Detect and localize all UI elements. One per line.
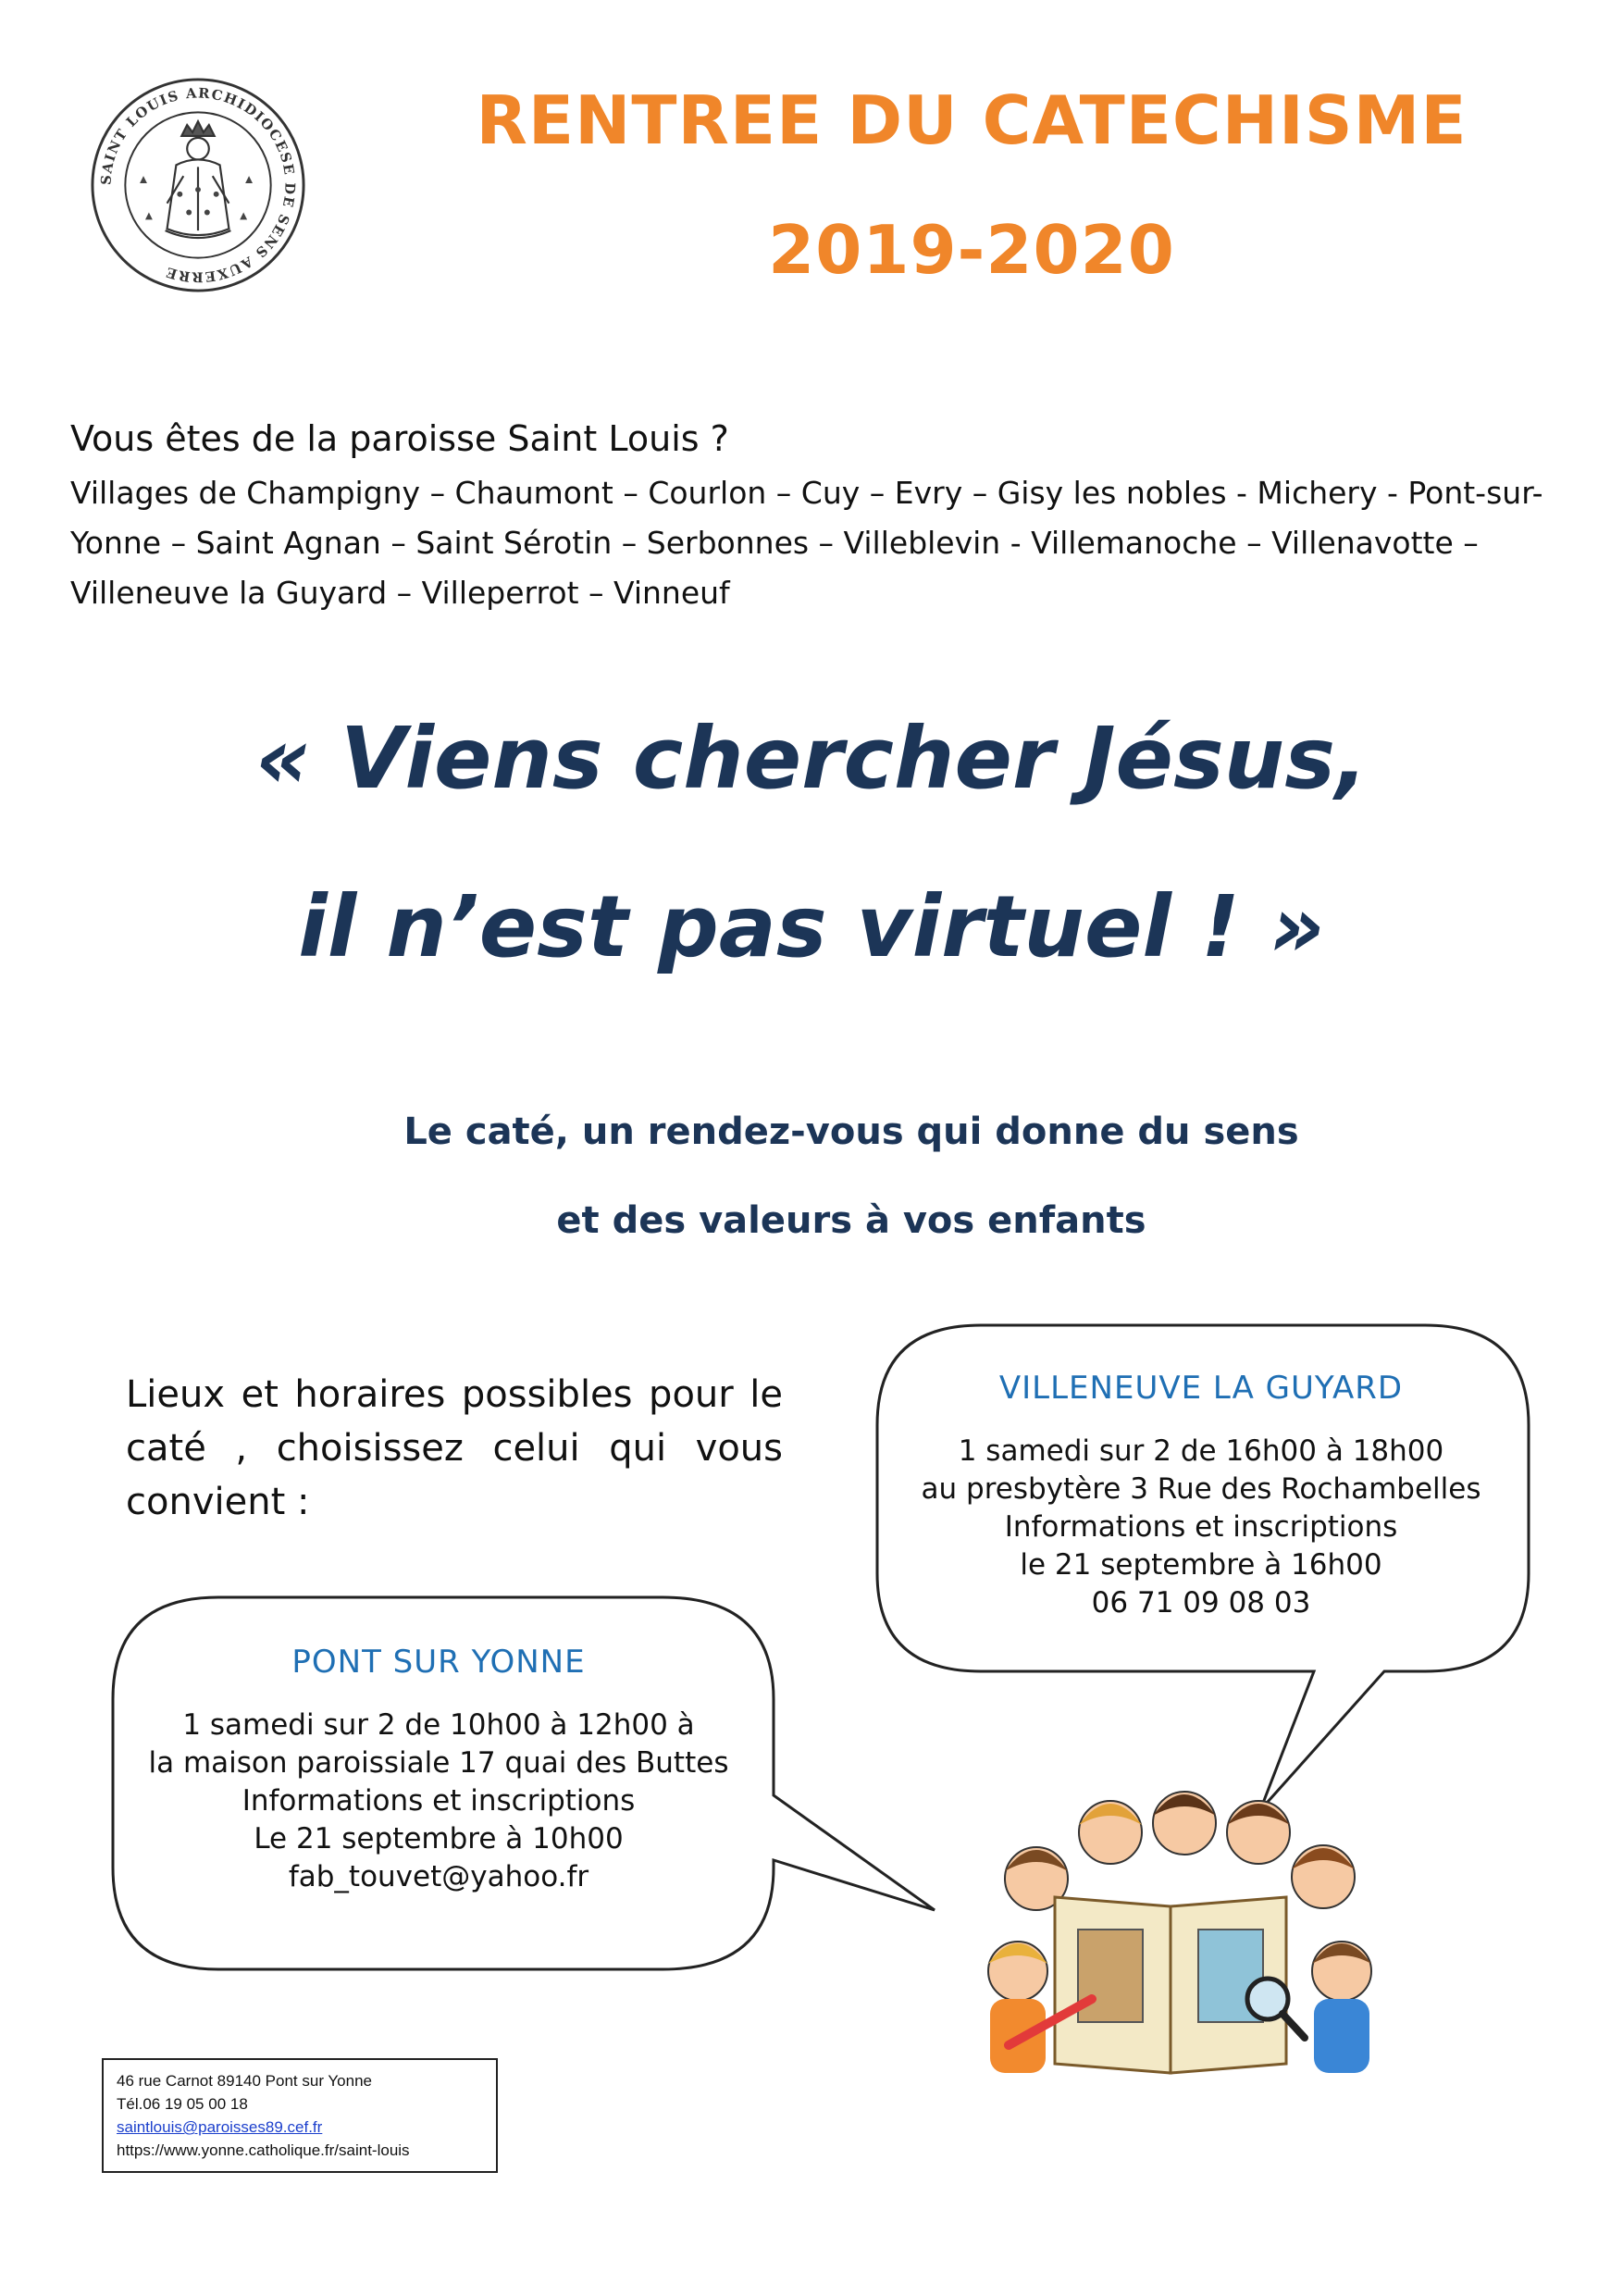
locations-intro: Lieux et horaires possibles pour le caté , choisissez celui qui vous convient : [126,1373,783,1523]
villages-list: Villages de Champigny – Chaumont – Courlon – Cuy – Evry – Gisy les nobles - Michery - Pont-sur-Yonne – Saint Agnan – Saint Sérotin – Serbonnes – Villeblevin - Villemanoche – Villenavotte – Villeneuve la Guyard – Villeperrot – Vinneuf [70,475,1543,611]
villeneuve-line: au presbytère 3 Rue des Rochambelles [921,1472,1481,1506]
villeneuve-details [877,1433,1525,1622]
seal-inscription: SAINT LOUIS ARCHIDIOCESE DE SENS AUXERRE [98,85,298,285]
villeneuve-line: le 21 septembre à 16h00 [1020,1548,1382,1582]
contact-address: 46 rue Carnot 89140 Pont sur Yonne [117,2072,372,2090]
pont-title: PONT SUR YONNE [291,1644,586,1681]
villeneuve-line: Informations et inscriptions [1004,1510,1398,1544]
contact-email-link[interactable]: saintlouis@paroisses89.cef.fr [117,2118,323,2136]
villeneuve-phone: 06 71 09 08 03 [1091,1586,1311,1620]
pont-details [115,1706,762,1896]
page-title: RENTREE DU CATECHISME [476,81,1468,159]
pont-line: Le 21 septembre à 10h00 [254,1822,624,1855]
children-book-illustration [953,1768,1388,2101]
pont-line: la maison paroissiale 17 quai des Buttes [148,1746,729,1780]
pont-line: 1 samedi sur 2 de 10h00 à 12h00 à [182,1708,695,1742]
contact-website: https://www.yonne.catholique.fr/saint-louis [117,2141,410,2159]
pont-line: Informations et inscriptions [242,1784,636,1818]
subtitle-line-2: et des valeurs à vos enfants [556,1199,1146,1242]
villeneuve-title: VILLENEUVE LA GUYARD [998,1370,1404,1407]
pont-email: fab_touvet@yahoo.fr [288,1860,589,1893]
parish-question: Vous êtes de la paroisse Saint Louis ? [70,418,729,459]
contact-box [102,2058,498,2173]
page-title-year: 2019-2020 [768,211,1175,289]
slogan-line-2: il n’est pas virtuel ! » [298,877,1325,976]
villeneuve-line: 1 samedi sur 2 de 16h00 à 18h00 [958,1434,1444,1468]
subtitle-line-1: Le caté, un rendez-vous qui donne du sens [403,1111,1299,1153]
slogan-line-1: « Viens chercher Jésus, [255,709,1368,808]
contact-phone: Tél.06 19 05 00 18 [117,2095,248,2113]
